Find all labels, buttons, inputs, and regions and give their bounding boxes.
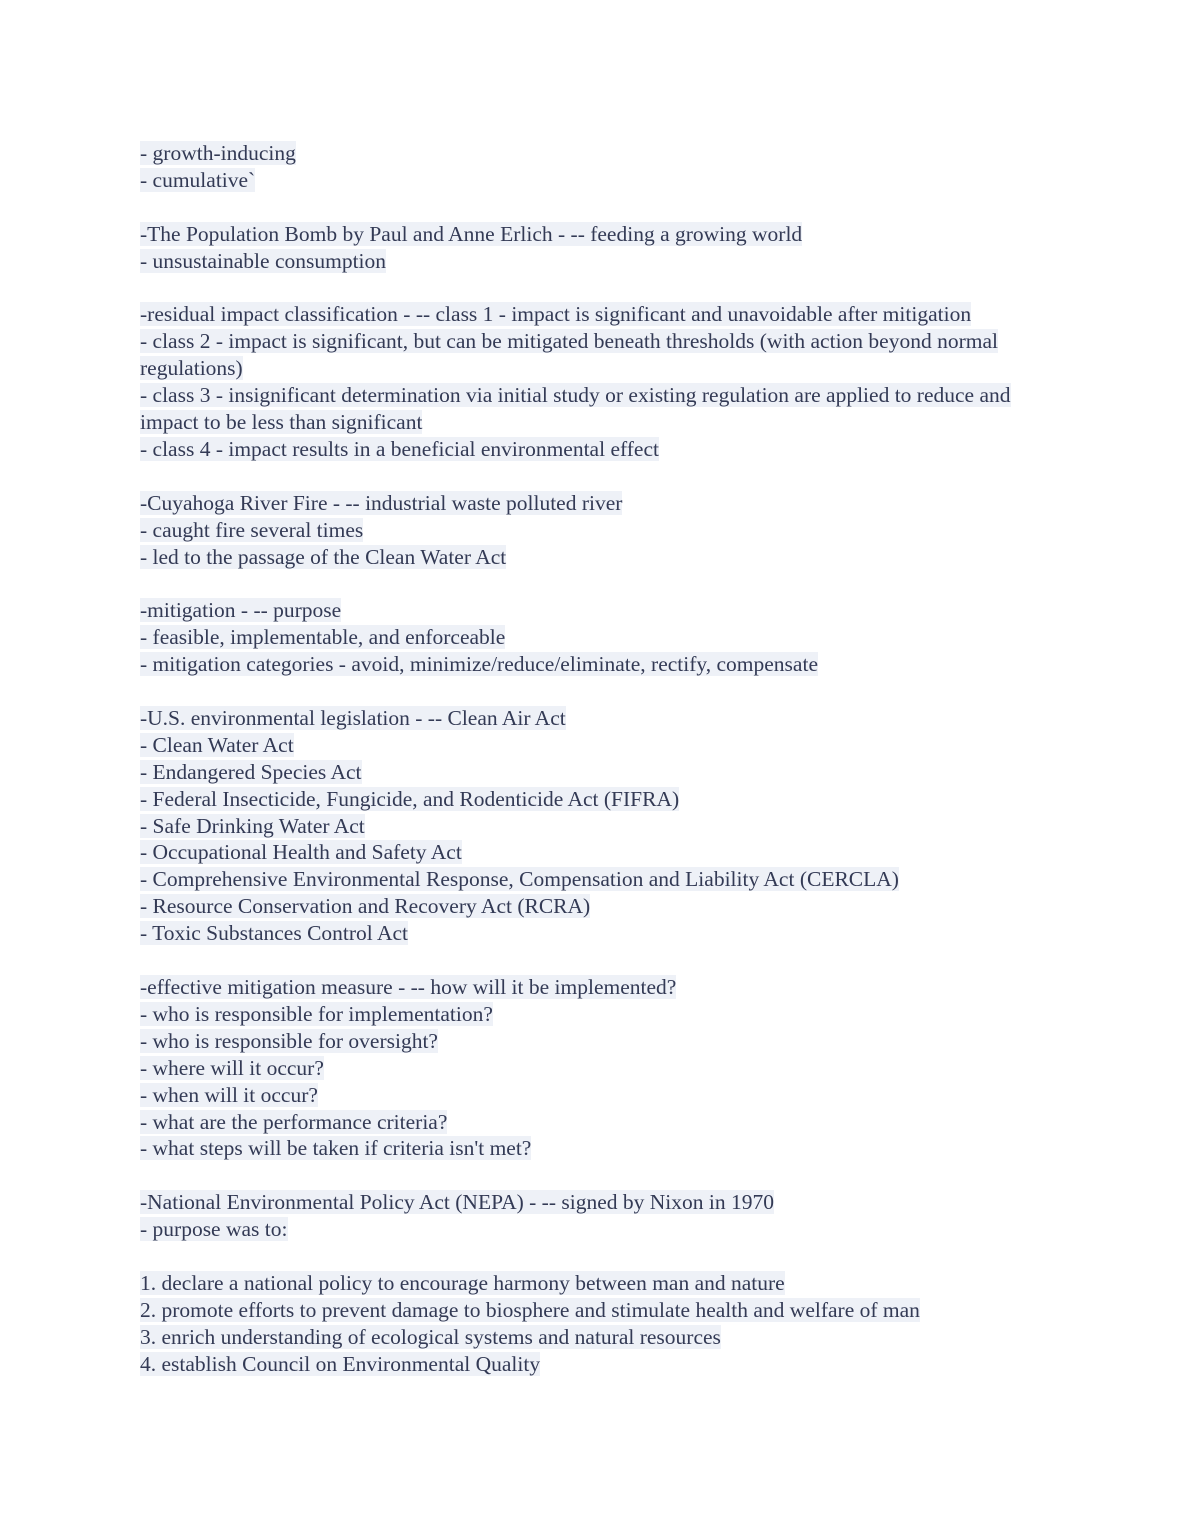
text-line bbox=[140, 1189, 1060, 1216]
line-text: -effective mitigation measure - -- how will it be implemented? bbox=[140, 975, 677, 999]
text-line bbox=[140, 839, 1060, 866]
section-legislation bbox=[140, 705, 1060, 947]
line-text: - when will it occur? bbox=[140, 1082, 318, 1107]
document-page bbox=[140, 140, 1060, 1404]
text-line bbox=[140, 813, 1060, 840]
line-text: - Toxic Substances Control Act bbox=[140, 921, 409, 946]
text-line bbox=[140, 167, 1060, 194]
text-line bbox=[140, 786, 1060, 813]
section-mitigation bbox=[140, 597, 1060, 678]
line-text: -U.S. environmental legislation - -- Clean Air Act bbox=[140, 705, 566, 730]
line-text: - Endangered Species Act bbox=[140, 759, 362, 784]
text-line bbox=[140, 920, 1060, 947]
text-line bbox=[140, 1216, 1060, 1243]
text-line bbox=[140, 1028, 1060, 1055]
text-line bbox=[140, 651, 1060, 678]
line-text: - Comprehensive Environmental Response, Compensation and Liability Act (CERCLA) bbox=[140, 867, 899, 892]
text-line bbox=[140, 1082, 1060, 1109]
text-line bbox=[140, 248, 1060, 275]
text-line bbox=[140, 1055, 1060, 1082]
text-line bbox=[140, 301, 1060, 328]
text-line bbox=[140, 759, 1060, 786]
line-text: 4. establish Council on Environmental Quality bbox=[140, 1351, 541, 1376]
text-line bbox=[140, 517, 1060, 544]
text-line bbox=[140, 732, 1060, 759]
text-line bbox=[140, 544, 1060, 571]
line-text: - unsustainable consumption bbox=[140, 248, 387, 273]
line-text: - who is responsible for implementation? bbox=[140, 1001, 493, 1026]
section-nepa bbox=[140, 1189, 1060, 1243]
line-text: - cumulative` bbox=[140, 167, 256, 192]
line-text: 1. declare a national policy to encourage harmony between man and nature bbox=[140, 1270, 785, 1295]
text-line bbox=[140, 866, 1060, 893]
line-text: - led to the passage of the Clean Water Act bbox=[140, 544, 507, 569]
line-text: 2. promote efforts to prevent damage to biosphere and stimulate health and welfare of man bbox=[140, 1297, 920, 1322]
line-text: -National Environmental Policy Act (NEPA) - -- signed by Nixon in 1970 bbox=[140, 1190, 774, 1215]
section-nepa-purposes bbox=[140, 1270, 1060, 1378]
line-text: -mitigation - -- purpose bbox=[140, 598, 342, 623]
text-line bbox=[140, 328, 1060, 382]
line-text: - who is responsible for oversight? bbox=[140, 1028, 438, 1053]
text-line bbox=[140, 974, 1060, 1001]
text-line bbox=[140, 436, 1060, 463]
section-impact-types bbox=[140, 140, 1060, 194]
text-line bbox=[140, 140, 1060, 167]
line-text: - growth-inducing bbox=[140, 141, 296, 165]
text-line bbox=[140, 490, 1060, 517]
section-population-bomb bbox=[140, 221, 1060, 275]
line-text: - feasible, implementable, and enforceable bbox=[140, 625, 506, 650]
line-text: - class 4 - impact results in a beneficial environmental effect bbox=[140, 436, 659, 461]
section-cuyahoga bbox=[140, 490, 1060, 571]
line-text: - Federal Insecticide, Fungicide, and Rodenticide Act (FIFRA) bbox=[140, 786, 680, 811]
line-text: - class 3 - insignificant determination via initial study or existing regulation are applied to reduce and impact to be less than significant bbox=[140, 383, 1011, 435]
line-text: - Occupational Health and Safety Act bbox=[140, 840, 462, 865]
line-text: - what steps will be taken if criteria isn't met? bbox=[140, 1136, 532, 1161]
text-line bbox=[140, 1324, 1060, 1351]
line-text: - mitigation categories - avoid, minimize/reduce/eliminate, rectify, compensate bbox=[140, 652, 818, 677]
line-text: - where will it occur? bbox=[140, 1055, 324, 1080]
text-line bbox=[140, 1001, 1060, 1028]
text-line bbox=[140, 624, 1060, 651]
text-line bbox=[140, 1351, 1060, 1378]
text-line bbox=[140, 1109, 1060, 1136]
text-line bbox=[140, 1270, 1060, 1297]
text-line bbox=[140, 221, 1060, 248]
line-text: - caught fire several times bbox=[140, 517, 364, 542]
line-text: - class 2 - impact is significant, but can be mitigated beneath thresholds (with action beyond normal regulations) bbox=[140, 329, 998, 381]
section-effective-mitigation bbox=[140, 974, 1060, 1162]
text-line bbox=[140, 1135, 1060, 1162]
text-line bbox=[140, 597, 1060, 624]
line-text: - Resource Conservation and Recovery Act (RCRA) bbox=[140, 894, 591, 919]
text-line bbox=[140, 893, 1060, 920]
line-text: -residual impact classification - -- class 1 - impact is significant and unavoidable after mitigation bbox=[140, 302, 972, 327]
line-text: -The Population Bomb by Paul and Anne Erlich - -- feeding a growing world bbox=[140, 221, 803, 246]
section-residual-impact bbox=[140, 301, 1060, 462]
text-line bbox=[140, 382, 1060, 436]
line-text: - Safe Drinking Water Act bbox=[140, 813, 365, 838]
text-line bbox=[140, 1297, 1060, 1324]
line-text: - what are the performance criteria? bbox=[140, 1109, 448, 1134]
line-text: -Cuyahoga River Fire - -- industrial waste polluted river bbox=[140, 490, 623, 515]
text-line bbox=[140, 705, 1060, 732]
line-text: - purpose was to: bbox=[140, 1217, 288, 1242]
line-text: - Clean Water Act bbox=[140, 732, 294, 757]
line-text: 3. enrich understanding of ecological systems and natural resources bbox=[140, 1324, 721, 1349]
